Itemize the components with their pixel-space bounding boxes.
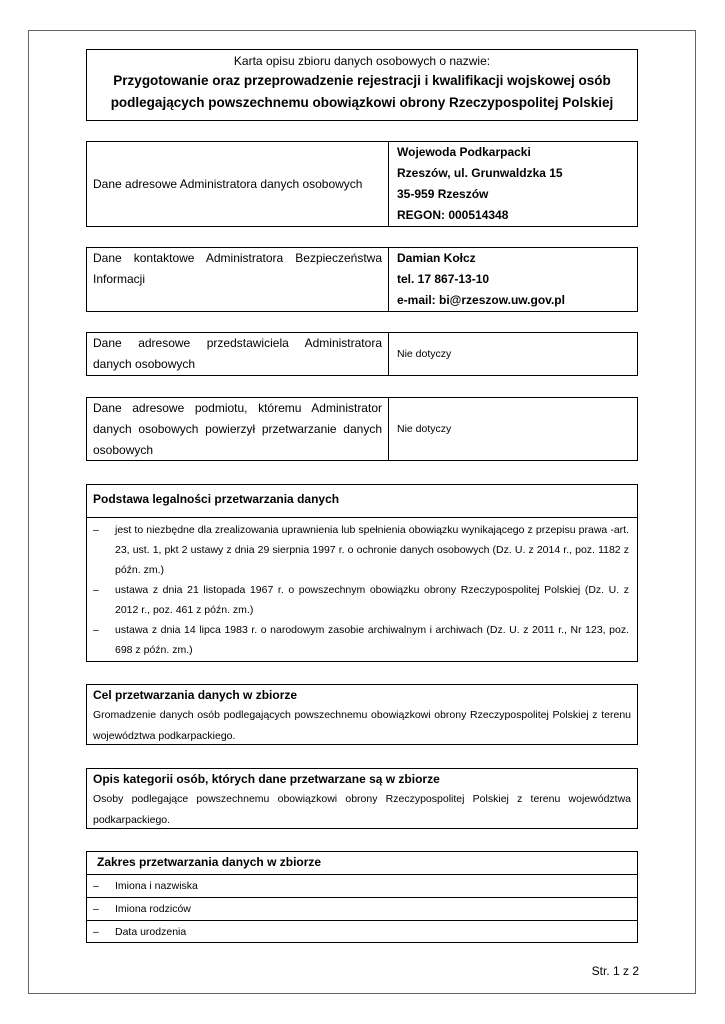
title-line-1: Przygotowanie oraz przeprowadzenie rejestracji i kwalifikacji wojskowej osób [113,73,611,88]
categories-text: Osoby podlegające powszechnemu obowiązkowi obrony Rzeczypospolitej Polskiej z terenu województwa podkarpackiego. [93,793,631,826]
legal-basis-item [87,620,637,660]
processor-row [86,397,638,461]
legal-basis-section [86,484,638,662]
scope-heading: Zakres przetwarzania danych w zbiorze [97,855,322,869]
scope-item [87,897,637,920]
legal-basis-item-text: ustawa z dnia 14 lipca 1983 r. o narodowym zasobie archiwalnym i archiwach (Dz. U. z 2011 r., Nr 123, poz. 698 z późn. zm.) [115,624,629,656]
categories-heading: Opis kategorii osób, których dane przetwarzane są w zbiorze [93,772,440,786]
bullet-dash: – [93,624,99,636]
processor-label: Dane adresowe podmiotu, któremu Administrator danych osobowych powierzył przetwarzanie danych osobowych [87,398,389,460]
abi-line: tel. 17 867-13-10 [397,272,490,286]
categories-section [86,768,638,829]
abi-line: e-mail: bi@rzeszow.uw.gov.pl [397,293,565,307]
legal-basis-heading: Podstawa legalności przetwarzania danych [93,492,340,506]
scope-section [86,851,638,943]
purpose-section [86,684,638,745]
legal-basis-item [87,520,637,580]
administrator-label: Dane adresowe Administratora danych osobowych [87,142,389,226]
representative-value: Nie dotyczy [397,348,452,360]
bullet-dash: – [93,584,99,596]
representative-row [86,332,638,376]
page-number: Str. 1 z 2 [591,964,639,978]
legal-basis-item [87,580,637,620]
title-caption: Karta opisu zbioru danych osobowych o nazwie: [233,54,491,68]
bullet-dash: – [93,926,99,938]
administrator-line: REGON: 000514348 [397,208,509,222]
abi-line: Damian Kołcz [397,251,476,265]
bullet-dash: – [93,524,99,536]
title-line-2: podlegających powszechnemu obowiązkowi obrony Rzeczypospolitej Polskiej [110,95,614,110]
scope-item [87,874,637,897]
administrator-line: Wojewoda Podkarpacki [397,145,531,159]
page-title [87,70,637,114]
abi-row [86,247,638,312]
purpose-text: Gromadzenie danych osób podlegających powszechnemu obowiązkowi obrony Rzeczypospolitej Polskiej z terenu województwa podkarpackiego. [93,709,631,742]
scope-item-text: Imiona rodziców [115,903,191,915]
bullet-dash: – [93,880,99,892]
legal-basis-item-text: ustawa z dnia 21 listopada 1967 r. o powszechnym obowiązku obrony Rzeczypospolitej Polskiej (Dz. U. z 2012 r., poz. 461 z późn. zm.) [115,584,629,616]
title-box [86,49,638,121]
purpose-heading: Cel przetwarzania danych w zbiorze [93,688,298,702]
processor-value: Nie dotyczy [397,423,452,435]
bullet-dash: – [93,903,99,915]
administrator-line: Rzeszów, ul. Grunwaldzka 15 [397,166,563,180]
scope-item-text: Imiona i nazwiska [115,880,198,892]
abi-label: Dane kontaktowe Administratora Bezpieczeństwa Informacji [87,248,389,311]
legal-basis-item-text: jest to niezbędne dla zrealizowania uprawnienia lub spełnienia obowiązku wynikającego z przepisu prawa -art. 23, ust. 1, pkt 2 ustawy z dnia 29 sierpnia 1997 r. o ochronie danych osobowych (Dz. U. z 2014 r., poz. 1182 z późn. zm.) [115,524,629,576]
administrator-row [86,141,638,227]
representative-label: Dane adresowe przedstawiciela Administratora danych osobowych [87,333,389,375]
scope-item-text: Data urodzenia [115,926,187,938]
administrator-line: 35-959 Rzeszów [397,187,489,201]
scope-item [87,920,637,943]
